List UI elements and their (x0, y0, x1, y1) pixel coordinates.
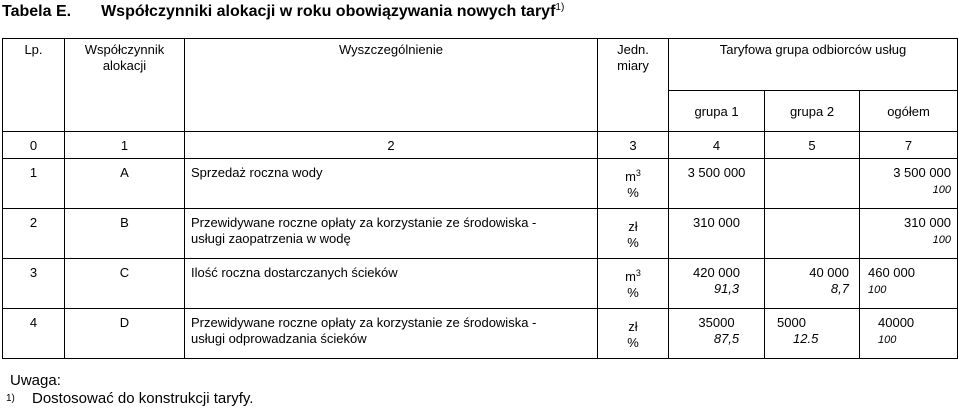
row-unit2: % (627, 185, 639, 200)
row-description (185, 159, 598, 209)
row-desc-line1: Przewidywane roczne opłaty za korzystanie ze środowiska - (191, 315, 537, 330)
row-unit (598, 309, 669, 359)
row-unit (598, 259, 669, 309)
row-unit1: m (625, 169, 636, 184)
header-coefficient (65, 39, 185, 132)
row-unit1: zł (628, 319, 638, 334)
header-unit (598, 39, 669, 132)
row-total-value: 3 500 000 (893, 165, 952, 180)
row-lp: 2 (3, 209, 65, 259)
header-description: Wyszczególnienie (185, 39, 598, 132)
row-total-value: 40000 (878, 315, 915, 330)
row-g1-value: 310 000 (693, 215, 740, 230)
table-title (2, 2, 564, 21)
header-row (3, 39, 958, 91)
row-group1 (669, 259, 765, 309)
row-total-pct: 100 (878, 334, 897, 346)
allocation-table (2, 38, 958, 359)
row-total-pct: 100 (868, 284, 887, 296)
row-g2-value: 5000 (777, 315, 806, 330)
row-total-value: 460 000 (868, 265, 915, 280)
row-unit2: % (627, 285, 639, 300)
row-unit (598, 159, 669, 209)
table-label: Tabela E. (2, 3, 72, 20)
row-description (185, 259, 598, 309)
row-group2 (765, 159, 860, 209)
row-lp: 3 (3, 259, 65, 309)
header-group1: grupa 1 (669, 91, 765, 132)
row-unit2: % (627, 235, 639, 250)
column-number: 3 (598, 132, 669, 159)
column-number-row (3, 132, 958, 159)
table-row (3, 159, 958, 209)
table-row (3, 259, 958, 309)
row-desc-line2: usługi zaopatrzenia w wodę (191, 231, 351, 246)
row-group1 (669, 209, 765, 259)
row-desc-line1: Przewidywane roczne opłaty za korzystanie ze środowiska - (191, 215, 537, 230)
row-g2-value: 40 000 (809, 265, 849, 280)
column-number: 7 (860, 132, 958, 159)
row-coef: D (65, 309, 185, 359)
row-desc-line2: usługi odprowadzania ścieków (191, 331, 367, 346)
row-total (860, 209, 958, 259)
row-group2 (765, 309, 860, 359)
header-lp: Lp. (3, 39, 65, 132)
row-coef: C (65, 259, 185, 309)
row-total-pct: 100 (932, 234, 952, 246)
row-g1-value: 3 500 000 (687, 165, 746, 180)
row-coef: B (65, 209, 185, 259)
column-number: 4 (669, 132, 765, 159)
row-desc-line1: Ilość roczna dostarczanych ścieków (191, 265, 398, 280)
row-total (860, 309, 958, 359)
row-total (860, 159, 958, 209)
row-unit1-sup: 3 (635, 168, 641, 178)
row-group2 (765, 209, 860, 259)
row-total-pct: 100 (932, 184, 952, 196)
row-total (860, 259, 958, 309)
footnote-text: Dostosować do konstrukcji taryfy. (32, 390, 254, 407)
row-lp: 1 (3, 159, 65, 209)
row-total-value: 310 000 (904, 215, 952, 230)
row-unit2: % (627, 335, 639, 350)
row-unit (598, 209, 669, 259)
column-number: 5 (765, 132, 860, 159)
column-number: 0 (3, 132, 65, 159)
table-row (3, 309, 958, 359)
header-group2: grupa 2 (765, 91, 860, 132)
table-title-text: Współczynniki alokacji w roku obowiązywania nowych taryf (101, 3, 556, 20)
row-g1-pct: 91,3 (713, 281, 740, 296)
header-total: ogółem (860, 91, 958, 132)
column-number: 1 (65, 132, 185, 159)
row-g2-pct: 12.5 (793, 331, 819, 346)
row-group2 (765, 259, 860, 309)
row-lp: 4 (3, 309, 65, 359)
header-unit-line2: miary (617, 58, 649, 73)
row-description (185, 209, 598, 259)
row-g1-pct: 87,5 (713, 331, 740, 346)
row-g1-value: 420 000 (693, 265, 740, 280)
header-unit-line1: Jedn. (617, 42, 649, 57)
header-coef-line1: Współczynnik (84, 42, 165, 57)
row-g2-pct: 8,7 (830, 281, 849, 296)
row-coef: A (65, 159, 185, 209)
header-coef-line2: alokacji (102, 58, 147, 73)
row-unit1: m (625, 269, 636, 284)
title-footnote-mark: 1) (555, 2, 565, 13)
row-unit1: zł (628, 219, 638, 234)
row-group1 (669, 159, 765, 209)
row-desc-line1: Sprzedaż roczna wody (191, 165, 323, 180)
table-row (3, 209, 958, 259)
footnote-ref: 1) (6, 393, 15, 404)
column-number: 2 (185, 132, 598, 159)
footnote-heading: Uwaga: (10, 372, 61, 389)
row-description (185, 309, 598, 359)
header-group: Taryfowa grupa odbiorców usług (669, 39, 958, 91)
row-group1 (669, 309, 765, 359)
row-unit1-sup: 3 (635, 268, 641, 278)
footnote (6, 372, 254, 408)
row-g1-value: 35000 (698, 315, 735, 330)
